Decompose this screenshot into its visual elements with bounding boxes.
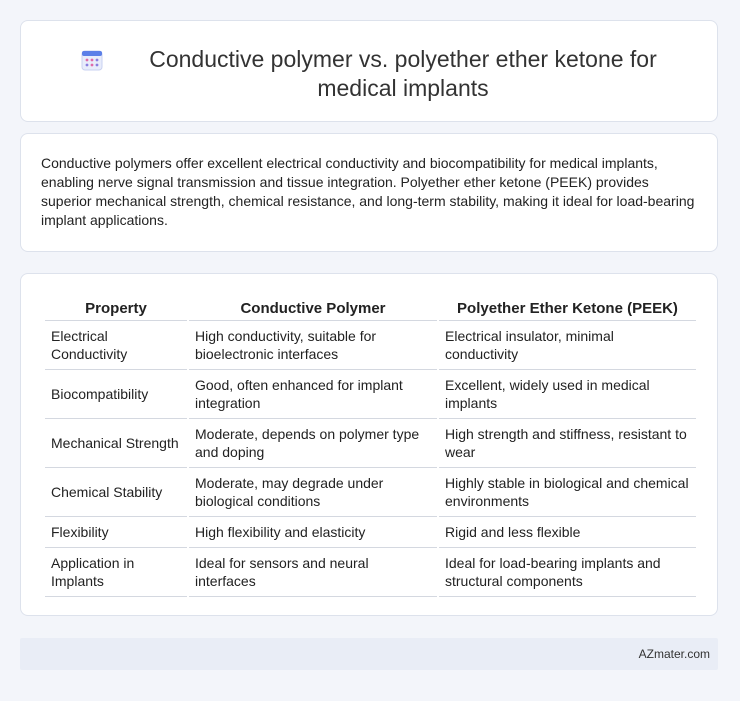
row-property: Flexibility <box>45 517 187 548</box>
table-row <box>45 370 696 419</box>
comparison-table <box>43 296 698 597</box>
row-conductive-polymer: Good, often enhanced for implant integration <box>189 370 437 419</box>
footer-brand[interactable]: AZmater.com <box>638 647 710 661</box>
page-title: Conductive polymer vs. polyether ether ketone for medical implants <box>149 46 657 101</box>
header-peek: Polyether Ether Ketone (PEEK) <box>439 296 696 321</box>
row-property: Application in Implants <box>45 548 187 597</box>
title-card <box>20 20 718 122</box>
calendar-icon <box>81 49 103 71</box>
row-peek: Highly stable in biological and chemical environments <box>439 468 696 517</box>
table-row <box>45 419 696 468</box>
row-property: Biocompatibility <box>45 370 187 419</box>
summary-text: Conductive polymers offer excellent electrical conductivity and biocompatibility for medical implants, enabling nerve signal transmission and tissue integration. Polyether ether ketone (PEEK) provides superior mechanical strength, chemical resistance, and long-term stability, making it ideal for load-bearing implant applications. <box>41 155 695 228</box>
row-property: Chemical Stability <box>45 468 187 517</box>
row-property: Electrical Conductivity <box>45 321 187 370</box>
footer-bar <box>20 638 718 670</box>
table-row <box>45 548 696 597</box>
row-conductive-polymer: High flexibility and elasticity <box>189 517 437 548</box>
row-peek: Electrical insulator, minimal conductivity <box>439 321 696 370</box>
header-conductive-polymer: Conductive Polymer <box>189 296 437 321</box>
table-row <box>45 468 696 517</box>
table-row <box>45 517 696 548</box>
row-peek: Excellent, widely used in medical implants <box>439 370 696 419</box>
row-conductive-polymer: Moderate, may degrade under biological conditions <box>189 468 437 517</box>
row-conductive-polymer: Moderate, depends on polymer type and doping <box>189 419 437 468</box>
summary-card <box>20 133 718 252</box>
table-row <box>45 321 696 370</box>
title-wrap <box>81 45 677 103</box>
row-peek: Rigid and less flexible <box>439 517 696 548</box>
row-conductive-polymer: High conductivity, suitable for bioelectronic interfaces <box>189 321 437 370</box>
comparison-table-card <box>20 273 718 616</box>
row-peek: Ideal for load-bearing implants and structural components <box>439 548 696 597</box>
table-header-row <box>45 296 696 321</box>
header-property: Property <box>45 296 187 321</box>
row-peek: High strength and stiffness, resistant to wear <box>439 419 696 468</box>
row-property: Mechanical Strength <box>45 419 187 468</box>
row-conductive-polymer: Ideal for sensors and neural interfaces <box>189 548 437 597</box>
